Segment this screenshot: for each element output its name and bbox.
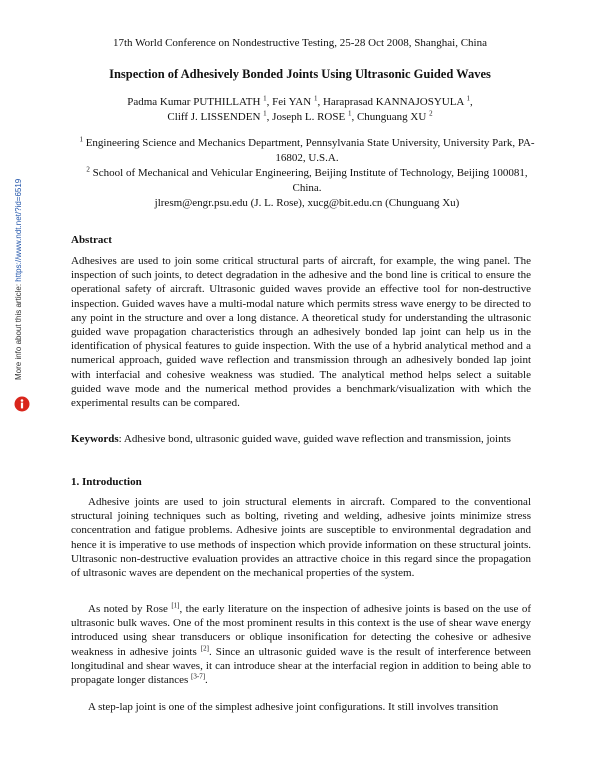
affiliation-1: $^1$ Engineering Science and Mechanics Department, Pennsylvania State University, University Park, PA-16802, U.S.A. [79, 135, 535, 164]
keywords-text: : Adhesive bond, ultrasonic guided wave, guided wave reflection and transmission, joints [118, 433, 511, 445]
info-icon[interactable] [14, 396, 30, 412]
citation-3-7[interactable]: [3-7] [191, 672, 206, 681]
keywords-label: Keywords [71, 433, 119, 445]
intro-paragraph-3: A step-lap joint is one of the simplest adhesive joint configurations. It still involves transition [88, 701, 499, 713]
affiliation-2: $^2$ School of Mechanical and Vehicular Engineering, Beijing Institute of Technology, Beijing 100081, China. [86, 165, 528, 194]
author-list [60, 95, 540, 125]
abstract-heading: Abstract [71, 234, 112, 246]
email-line: jlresm@engr.psu.edu (J. L. Rose), xucg@bit.edu.cn (Chunguang Xu) [154, 197, 460, 209]
article-info-sidebar[interactable] [14, 80, 30, 380]
intro-paragraph-2: As noted by Rose [1], the early literature on the inspection of adhesive joints is based on the use of ultrasonic bulk waves. One of the most prominent results in this context is the use of shear wave energy introduced using shear transducers or oblique insonification for detecting the cohesive or adhesive weakness in adhesive joints [2]. Since an ultrasonic guided wave is the result of interference between longitudinal and shear waves, it can introduce shear at the interfacial region in addition to being able to propagate longer distances [3-7]. [71, 601, 531, 687]
intro-paragraph-1: Adhesive joints are used to join structural elements in aircraft. Compared to the conventional structural joining techniques such as bolting, riveting and welding, adhesive joints minimize stress concentration and fatigue problems. Adhesive joints are susceptible to environmental degradation and hence it is imperative to use methods of inspection which provide information on these structural joints. Ultrasonic non-destructive evaluation provides an attractive choice in this regard since the propagation of ultrasonic waves are dependent on the mechanical properties of the system. [71, 496, 531, 580]
citation-1[interactable]: [1] [171, 601, 180, 610]
paper-title: Inspection of Adhesively Bonded Joints Using Ultrasonic Guided Waves [109, 67, 491, 81]
author-line-2: Cliff J. LISSENDEN $^1$, Joseph L. ROSE $^1$, Chunguang XU $^2$ [167, 109, 433, 123]
abstract-body: Adhesives are used to join some critical structural parts of aircraft, for example, the wing panel. The inspection of such joints, to detect degradation in the adhesive and the bond line is critical to ensure the operational safety of aircraft. Ultrasonic guided waves provide an effective tool for non-destructive inspection. Guided waves have a multi-modal nature which permits stress wave energy to be directed to any point in the structure and over a long distance. A theoretical study for understanding the ultrasonic guided wave propagation characteristics through an adhesively bonded lap joint can help us in the identification of physical features to guide inspection. With the use of a hybrid analytical method and a numerical approach, guided wave reflection and transmission through an adhesively bonded lap joint with interfacial and cohesive weakness was studied. The analytical method helps select a suitable guided wave mode and the numerical method provides a benchmark/visualization with which the experimental results can be compared. [71, 255, 531, 410]
author-line-1: Padma Kumar PUTHILLATH $^1$, Fei YAN $^1$, Haraprasad KANNAJOSYULA $^1$, [127, 94, 473, 108]
conference-header: 17th World Conference on Nondestructive Testing, 25-28 Oct 2008, Shanghai, China [112, 37, 487, 49]
keywords [71, 432, 531, 446]
citation-2[interactable]: [2] [200, 643, 209, 652]
affiliations [72, 136, 542, 212]
introduction-heading: 1. Introduction [71, 476, 142, 488]
article-info-link[interactable]: More info about this article: https://www.ndt.net/?id=6519 [14, 178, 23, 380]
